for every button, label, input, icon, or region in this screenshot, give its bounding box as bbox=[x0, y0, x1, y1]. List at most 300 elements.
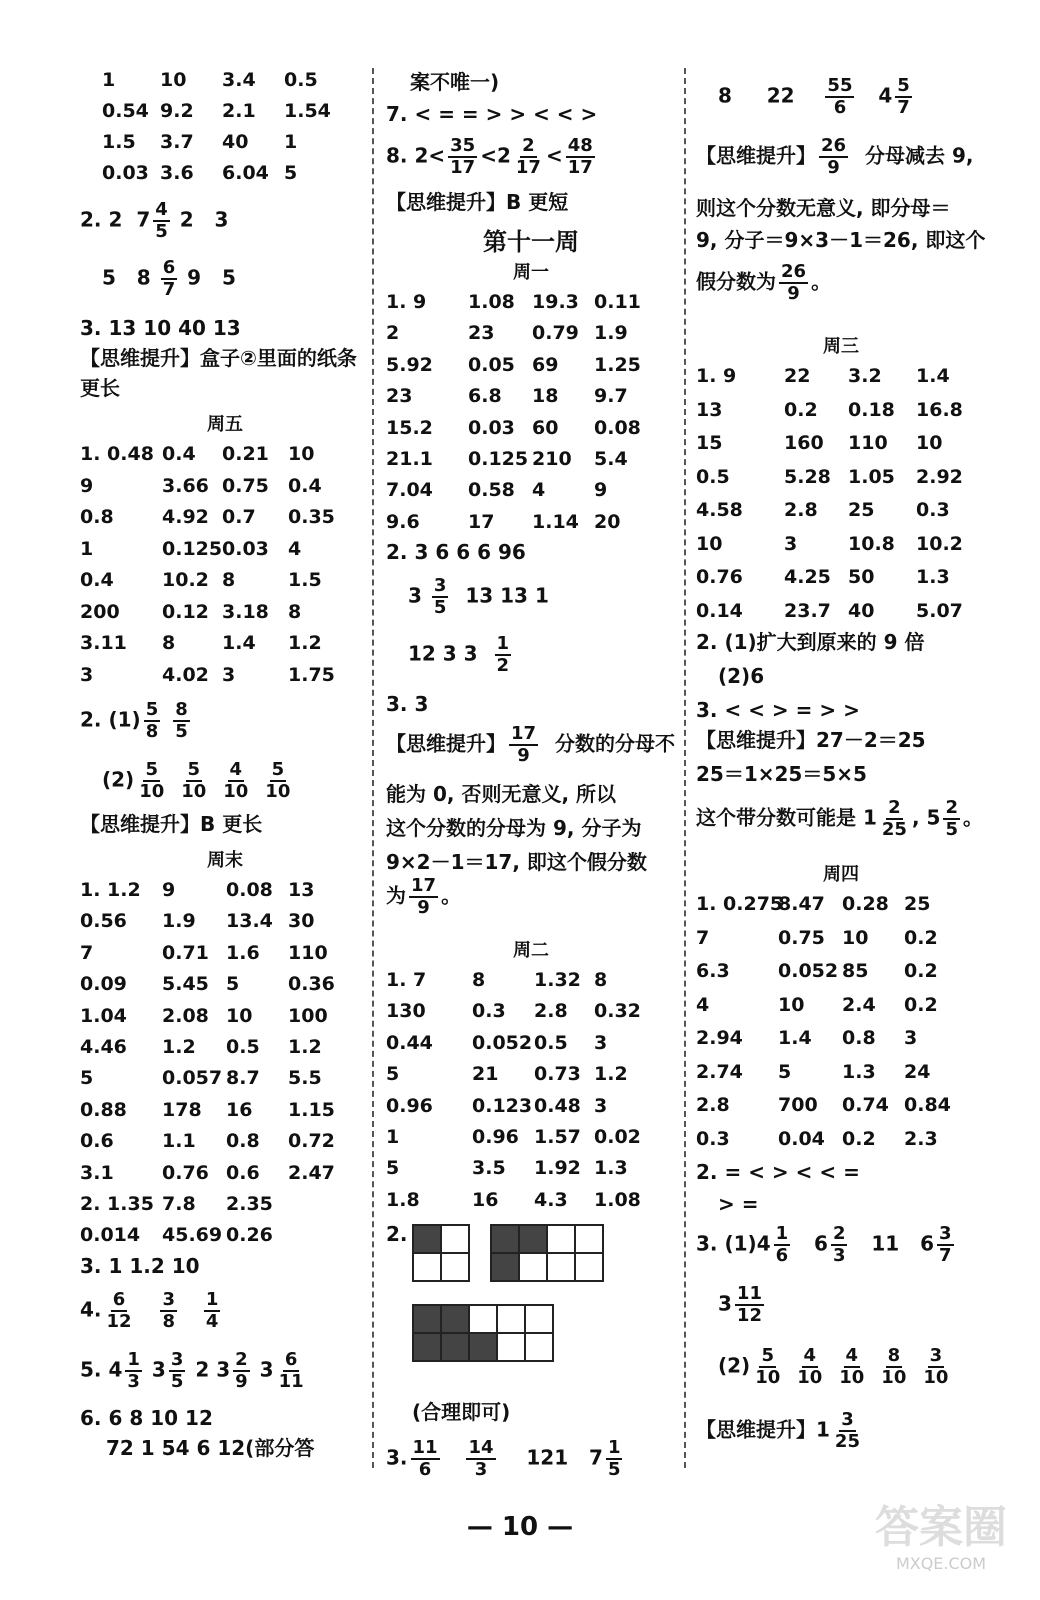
fraction bbox=[606, 1438, 623, 1480]
answer-grid-cell: 3.2 bbox=[848, 365, 882, 387]
fraction-numerator: 4 bbox=[155, 199, 168, 220]
grid-square bbox=[526, 1306, 554, 1334]
fraction-denominator: 5 bbox=[945, 819, 958, 840]
answer-grid-cell: 178 bbox=[162, 1098, 202, 1121]
fraction-denominator: 10 bbox=[881, 1367, 907, 1388]
fraction-numerator: 5 bbox=[897, 75, 910, 96]
text-span: > = bbox=[718, 1192, 759, 1216]
answer-grid-cell: 0.48 bbox=[534, 1094, 581, 1117]
text-span: 【思维提升】 bbox=[386, 731, 506, 756]
fraction bbox=[514, 136, 543, 178]
text-span bbox=[785, 1354, 792, 1378]
answer-grid-cell: 8 bbox=[594, 969, 608, 991]
answer-grid-cell: 700 bbox=[778, 1094, 818, 1116]
answer-grid-cell: 10 bbox=[842, 926, 869, 949]
fraction-numerator: 14 bbox=[468, 1437, 494, 1458]
fraction-numerator: 2 bbox=[522, 135, 535, 156]
answer-grid-cell: 16 bbox=[472, 1188, 499, 1211]
fraction-diagram bbox=[490, 1224, 604, 1282]
fraction-numerator: 17 bbox=[411, 875, 437, 896]
text-span: 3. bbox=[386, 1445, 408, 1470]
fraction bbox=[263, 760, 292, 802]
answer-grid-cell: 0.2 bbox=[904, 960, 938, 982]
text-span: 。 bbox=[811, 269, 832, 294]
answer-grid-cell: 0.052 bbox=[472, 1031, 533, 1054]
fraction-denominator: 2 bbox=[496, 655, 510, 676]
answer-grid-cell: 210 bbox=[532, 448, 572, 470]
text-span: 3 bbox=[209, 1357, 231, 1382]
answer-grid-cell: 2.1 bbox=[222, 100, 256, 122]
answer-grid-cell: 2.47 bbox=[288, 1161, 335, 1184]
answer-grid-cell: 0.58 bbox=[468, 479, 515, 502]
text-span: 6 bbox=[899, 1231, 935, 1256]
answer-grid-cell: 1.2 bbox=[594, 1063, 628, 1086]
text-span: 3 bbox=[252, 1357, 274, 1382]
answer-grid-cell: 0.8 bbox=[226, 1130, 260, 1153]
answer-grid-cell: 100 bbox=[288, 1004, 328, 1027]
answer-grid-cell: 23 bbox=[468, 322, 495, 345]
text-span: 则这个分数无意义, 即分母＝ bbox=[696, 196, 951, 220]
text-span: < bbox=[545, 143, 563, 168]
answer-line bbox=[718, 1192, 758, 1216]
answer-grid-cell: 2.8 bbox=[784, 499, 818, 521]
fraction bbox=[895, 76, 912, 118]
answer-grid-cell: 2.92 bbox=[916, 465, 963, 488]
text-span bbox=[211, 768, 218, 792]
fraction bbox=[105, 1290, 134, 1332]
answer-grid-cell: 2.35 bbox=[226, 1193, 273, 1215]
answer-grid-cell: 0.26 bbox=[226, 1224, 273, 1246]
answer-grid-cell: 0.79 bbox=[532, 322, 579, 345]
text-span: 4 bbox=[857, 83, 893, 108]
answer-grid-cell: 13.4 bbox=[226, 910, 273, 933]
fraction-denominator: 25 bbox=[881, 819, 907, 840]
answer-line bbox=[696, 630, 925, 654]
thinking-section bbox=[386, 876, 461, 918]
text-span bbox=[253, 768, 260, 792]
text-span bbox=[180, 1298, 201, 1322]
text-span: 8 22 bbox=[718, 83, 823, 108]
answer-grid-cell: 85 bbox=[842, 960, 869, 982]
fraction bbox=[795, 1346, 824, 1388]
answer-grid-cell: 1. 9 bbox=[696, 365, 737, 387]
answer-grid-cell: 6.8 bbox=[468, 385, 502, 408]
fraction-numerator: 26 bbox=[781, 261, 807, 282]
text-span: 2. = < > < < = bbox=[696, 1160, 860, 1184]
answer-grid-cell: 1.04 bbox=[80, 1004, 127, 1027]
fraction-denominator: 12 bbox=[736, 1305, 762, 1326]
answer-grid-cell: 1. 0.48 bbox=[80, 443, 154, 465]
answer-grid-cell: 0.74 bbox=[842, 1094, 889, 1116]
thinking-section bbox=[80, 376, 120, 400]
answer-grid-cell: 1.3 bbox=[842, 1060, 876, 1083]
grid-square bbox=[492, 1226, 520, 1254]
answer-grid-cell: 25 bbox=[848, 499, 875, 521]
answer-grid-cell: 20 bbox=[594, 510, 621, 533]
fraction-numerator: 35 bbox=[450, 135, 476, 156]
grid-square bbox=[498, 1306, 526, 1334]
text-span: 【思维提升】盒子②里面的纸条 bbox=[80, 346, 357, 370]
answer-grid-cell: 0.96 bbox=[386, 1094, 433, 1117]
fraction-numerator: 5 bbox=[145, 759, 158, 780]
answer-grid-cell: 3 bbox=[80, 663, 94, 686]
answer-grid-cell: 0.09 bbox=[80, 973, 127, 996]
answer-line bbox=[386, 692, 428, 716]
answer-grid-cell: 2 bbox=[386, 322, 400, 345]
answer-grid-cell: 5.5 bbox=[288, 1067, 322, 1090]
answer-line bbox=[386, 1222, 408, 1246]
answer-grid-cell: 3 bbox=[222, 663, 236, 686]
answer-grid-cell: 2.3 bbox=[904, 1127, 938, 1150]
fraction-denominator: 10 bbox=[223, 781, 249, 802]
thinking-section bbox=[386, 724, 675, 766]
answer-grid-cell: 1.2 bbox=[288, 1036, 322, 1058]
fraction-denominator: 9 bbox=[235, 1371, 248, 1392]
answer-grid-cell: 1 bbox=[80, 537, 94, 560]
fraction bbox=[921, 1346, 950, 1388]
grid-square bbox=[442, 1334, 470, 1362]
text-span bbox=[137, 1298, 158, 1322]
fraction-numerator: 5 bbox=[145, 699, 159, 720]
answer-grid-cell: 160 bbox=[784, 432, 824, 454]
answer-grid-cell: 0.96 bbox=[472, 1126, 519, 1148]
grid-square bbox=[520, 1226, 548, 1254]
answer-grid-cell: 1 bbox=[386, 1126, 400, 1148]
fraction-numerator: 17 bbox=[511, 723, 537, 744]
answer-grid-cell: 3.5 bbox=[472, 1157, 506, 1180]
fraction bbox=[160, 1290, 177, 1332]
answer-grid-cell: 40 bbox=[222, 131, 249, 153]
answer-grid-cell: 1.08 bbox=[594, 1188, 641, 1211]
answer-grid-cell: 0.014 bbox=[80, 1224, 141, 1246]
answer-grid-cell: 0.2 bbox=[904, 993, 938, 1016]
answer-grid-cell: 5 bbox=[284, 162, 298, 184]
answer-grid-cell: 0.03 bbox=[468, 416, 515, 439]
text-span: 3 bbox=[144, 1357, 166, 1382]
fraction bbox=[880, 798, 909, 840]
answer-grid-cell: 0.6 bbox=[80, 1130, 114, 1153]
text-span: 2. bbox=[386, 1222, 408, 1246]
answer-grid-cell: 60 bbox=[532, 416, 559, 439]
answer-grid-cell: 4.02 bbox=[162, 663, 209, 686]
fraction-numerator: 48 bbox=[567, 135, 593, 156]
grid-square bbox=[548, 1226, 576, 1254]
text-span: 3. 3 bbox=[386, 692, 429, 716]
answer-grid-cell: 3.18 bbox=[222, 600, 269, 623]
answer-line bbox=[696, 1160, 860, 1184]
fraction bbox=[509, 724, 538, 766]
thinking-section bbox=[80, 812, 262, 836]
text-span: 更长 bbox=[80, 376, 120, 400]
fraction-numerator: 3 bbox=[162, 1289, 175, 1310]
answer-grid-cell: 4.3 bbox=[534, 1188, 568, 1211]
fraction-denominator: 5 bbox=[155, 221, 168, 242]
answer-grid-cell: 5.28 bbox=[784, 465, 831, 488]
answer-grid-cell: 5.4 bbox=[594, 448, 628, 470]
text-span: (2) bbox=[718, 1353, 751, 1378]
answer-grid-cell: 1.2 bbox=[288, 632, 322, 654]
answer-grid-cell: 5 bbox=[386, 1063, 400, 1086]
answer-grid-cell: 0.35 bbox=[288, 506, 335, 528]
answer-grid-cell: 13 bbox=[696, 398, 723, 421]
fraction-denominator: 8 bbox=[145, 721, 159, 742]
fraction-numerator: 3 bbox=[929, 1345, 943, 1366]
answer-grid-cell: 1.25 bbox=[594, 353, 641, 376]
answer-line bbox=[80, 1254, 200, 1278]
thinking-section bbox=[696, 798, 983, 840]
answer-grid-cell: 18 bbox=[532, 385, 559, 408]
fraction bbox=[735, 1284, 764, 1326]
answer-grid-cell: 5 bbox=[778, 1060, 792, 1083]
answer-grid-cell: 1 bbox=[102, 69, 116, 91]
answer-grid-cell: 3.1 bbox=[80, 1161, 114, 1184]
answer-line bbox=[80, 200, 228, 242]
fraction bbox=[169, 1350, 186, 1392]
answer-line bbox=[718, 1346, 953, 1388]
answer-grid-cell: 1.5 bbox=[102, 131, 136, 153]
answer-grid-cell: 0.2 bbox=[784, 398, 818, 421]
fraction bbox=[831, 1224, 848, 1266]
text-span: 9 5 bbox=[180, 265, 236, 290]
grid-square bbox=[442, 1306, 470, 1334]
fraction-numerator: 2 bbox=[235, 1349, 248, 1370]
text-span: 分数的分母不 bbox=[541, 731, 675, 756]
answer-grid-cell: 1.75 bbox=[288, 663, 335, 686]
answer-grid-cell: 10.8 bbox=[848, 532, 895, 555]
answer-grid-cell: 0.75 bbox=[778, 926, 825, 949]
thinking-section bbox=[696, 728, 926, 752]
answer-grid-cell: 0.08 bbox=[226, 879, 273, 901]
fraction-numerator: 26 bbox=[821, 135, 847, 156]
fraction bbox=[879, 1346, 908, 1388]
answer-grid-cell: 110 bbox=[848, 432, 888, 454]
answer-grid-cell: 0.21 bbox=[222, 443, 269, 465]
fraction-denominator: 10 bbox=[139, 781, 165, 802]
fraction bbox=[179, 760, 208, 802]
answer-grid-cell: 3 bbox=[594, 1094, 608, 1117]
answer-grid-cell: 0.08 bbox=[594, 416, 641, 439]
fraction-denominator: 9 bbox=[787, 283, 800, 304]
answer-grid-cell: 7.04 bbox=[386, 479, 433, 502]
fraction-numerator: 3 bbox=[170, 1349, 184, 1370]
fraction-denominator: 7 bbox=[162, 279, 176, 300]
answer-grid-cell: 2.8 bbox=[534, 1000, 568, 1023]
fraction bbox=[161, 258, 178, 300]
fraction bbox=[753, 1346, 782, 1388]
answer-grid-cell: 1.4 bbox=[916, 365, 950, 387]
answer-grid-cell: 24 bbox=[904, 1060, 931, 1083]
text-span: 为 bbox=[386, 883, 406, 908]
fraction bbox=[566, 136, 595, 178]
text-span: 能为 0, 否则无意义, 所以 bbox=[386, 782, 616, 806]
answer-grid-cell: 0.4 bbox=[162, 443, 196, 465]
fraction-diagram bbox=[412, 1304, 554, 1362]
text-span: (合理即可) bbox=[412, 1400, 511, 1424]
text-span: 6. 6 8 10 12 bbox=[80, 1406, 213, 1430]
fraction-numerator: 8 bbox=[175, 699, 188, 720]
answer-grid-cell: 1.15 bbox=[288, 1098, 335, 1121]
answer-grid-cell: 0.44 bbox=[386, 1031, 433, 1054]
answer-grid-cell: 30 bbox=[288, 910, 315, 933]
answer-line bbox=[80, 700, 193, 742]
answer-grid-cell: 1.4 bbox=[778, 1027, 812, 1049]
answer-grid-cell: 0.84 bbox=[904, 1094, 951, 1116]
text-span: 这个带分数可能是 1 bbox=[696, 805, 877, 830]
fraction-numerator: 11 bbox=[736, 1283, 762, 1304]
answer-grid-cell: 1.9 bbox=[162, 910, 196, 933]
answer-grid-cell: 0.76 bbox=[162, 1161, 209, 1184]
answer-grid-cell: 10 bbox=[778, 993, 805, 1016]
answer-grid-cell: 0.54 bbox=[102, 100, 149, 122]
answer-grid-cell: 40 bbox=[848, 599, 875, 622]
answer-grid-cell: 23.7 bbox=[784, 599, 831, 622]
answer-grid-cell: 0.14 bbox=[696, 599, 743, 622]
section-heading: 周三 bbox=[823, 336, 859, 357]
thinking-section bbox=[386, 816, 641, 840]
answer-grid-cell: 0.7 bbox=[222, 506, 256, 528]
answer-note bbox=[412, 1400, 510, 1424]
section-heading: 周一 bbox=[513, 262, 549, 283]
answer-grid-cell: 2.08 bbox=[162, 1004, 209, 1027]
text-span: 9×2－1＝17, 即这个假分数 bbox=[386, 850, 647, 874]
answer-grid-cell: 0.05 bbox=[468, 353, 515, 376]
fraction bbox=[432, 576, 449, 618]
fraction bbox=[825, 76, 854, 118]
answer-grid-cell: 0.71 bbox=[162, 941, 209, 964]
answer-grid-cell: 0.2 bbox=[842, 1127, 876, 1150]
grid-square bbox=[470, 1334, 498, 1362]
thinking-section bbox=[696, 262, 831, 304]
answer-grid-cell: 0.2 bbox=[904, 926, 938, 949]
fraction bbox=[495, 634, 512, 676]
answer-line bbox=[718, 1284, 767, 1326]
answer-grid-cell: 8 bbox=[162, 632, 176, 654]
thinking-section bbox=[696, 136, 973, 178]
text-span: 121 7 bbox=[498, 1445, 603, 1470]
answer-grid-cell: 0.75 bbox=[222, 474, 269, 497]
answer-grid-cell: 0.32 bbox=[594, 1000, 641, 1023]
text-span: 3 bbox=[408, 583, 429, 608]
text-span: 9, 分子＝9×3－1＝26, 即这个 bbox=[696, 228, 986, 252]
fraction-numerator: 5 bbox=[761, 1345, 774, 1366]
answer-grid-cell: 2.4 bbox=[842, 993, 876, 1016]
answer-line bbox=[408, 634, 514, 676]
fraction-numerator: 1 bbox=[775, 1223, 789, 1244]
text-span: 72 1 54 6 12(部分答 bbox=[106, 1436, 315, 1460]
grid-square bbox=[442, 1254, 470, 1282]
answer-grid-cell: 25 bbox=[904, 893, 931, 915]
section-heading: 周末 bbox=[207, 850, 243, 871]
answer-line bbox=[696, 1224, 957, 1266]
answer-grid-cell: 10.2 bbox=[162, 569, 209, 591]
answer-line bbox=[80, 1350, 309, 1392]
answer-grid-cell: 45.69 bbox=[162, 1224, 223, 1246]
fraction-numerator: 2 bbox=[945, 797, 958, 818]
fraction-denominator: 17 bbox=[515, 157, 541, 178]
answer-grid-cell: 2.8 bbox=[696, 1094, 730, 1116]
grid-square bbox=[414, 1334, 442, 1362]
text-span: 6 bbox=[793, 1231, 828, 1256]
answer-grid-cell: 5.45 bbox=[162, 973, 209, 996]
answer-grid-cell: 1.4 bbox=[222, 632, 256, 654]
fraction-denominator: 10 bbox=[797, 1367, 823, 1388]
answer-grid-cell: 0.73 bbox=[534, 1063, 581, 1086]
answer-grid-cell: 7 bbox=[80, 941, 94, 964]
answer-grid-cell: 0.8 bbox=[842, 1027, 876, 1049]
answer-line bbox=[408, 576, 549, 618]
answer-line bbox=[410, 70, 499, 94]
grid-square bbox=[526, 1334, 554, 1362]
fraction bbox=[173, 700, 190, 742]
text-span: 假分数为 bbox=[696, 269, 776, 294]
answer-grid-cell: 0.11 bbox=[594, 291, 641, 313]
answer-grid-cell: 1. 1.2 bbox=[80, 879, 141, 901]
answer-grid-cell: 3.4 bbox=[222, 69, 256, 91]
answer-grid-cell: 10.2 bbox=[916, 532, 963, 555]
text-span: 3. 1 1.2 10 bbox=[80, 1254, 200, 1278]
answer-line bbox=[106, 1436, 314, 1460]
answer-grid-cell: 9.6 bbox=[386, 510, 420, 533]
answer-grid-cell: 5 bbox=[80, 1067, 94, 1090]
answer-grid-cell: 4.92 bbox=[162, 506, 209, 528]
fraction-numerator: 4 bbox=[803, 1345, 817, 1366]
answer-grid-cell: 0.72 bbox=[288, 1130, 335, 1153]
fraction-numerator: 1 bbox=[607, 1437, 621, 1458]
text-span: 【思维提升】B 更短 bbox=[386, 190, 569, 214]
answer-grid-cell: 1.6 bbox=[226, 941, 260, 964]
fraction bbox=[409, 876, 438, 918]
fraction-denominator: 9 bbox=[827, 157, 840, 178]
answer-grid-cell: 9.2 bbox=[160, 100, 194, 122]
answer-grid-cell: 8 bbox=[222, 569, 236, 591]
text-span: 案不唯一) bbox=[410, 70, 500, 94]
answer-grid-cell: 0.5 bbox=[534, 1031, 568, 1054]
fraction-diagram bbox=[412, 1224, 470, 1282]
answer-grid-cell: 1 bbox=[284, 131, 298, 153]
text-span: , 5 bbox=[911, 805, 941, 830]
answer-grid-cell: 0.8 bbox=[80, 506, 114, 528]
fraction-denominator: 5 bbox=[175, 721, 188, 742]
text-span: 5 8 bbox=[102, 265, 158, 290]
thinking-section bbox=[386, 782, 616, 806]
page-number: — 10 — bbox=[466, 1512, 574, 1542]
column-divider bbox=[684, 68, 686, 1468]
answer-grid-cell: 1.05 bbox=[848, 465, 895, 488]
fraction-numerator: 2 bbox=[888, 797, 901, 818]
answer-line bbox=[80, 1406, 213, 1430]
fraction-numerator: 4 bbox=[845, 1345, 859, 1366]
fraction-numerator: 3 bbox=[939, 1223, 952, 1244]
answer-grid-cell: 0.88 bbox=[80, 1098, 127, 1121]
column-divider bbox=[372, 68, 374, 1468]
answer-line bbox=[386, 136, 598, 178]
fraction-denominator: 5 bbox=[433, 597, 447, 618]
fraction-denominator: 8 bbox=[162, 1311, 175, 1332]
answer-grid-cell: 4 bbox=[288, 537, 302, 560]
grid-square bbox=[414, 1226, 442, 1254]
fraction bbox=[411, 1438, 440, 1480]
text-span: 【思维提升】 bbox=[696, 143, 816, 168]
fraction-numerator: 8 bbox=[887, 1345, 901, 1366]
week-heading: 第十一周 bbox=[483, 228, 579, 256]
fraction-numerator: 5 bbox=[271, 759, 285, 780]
grid-square bbox=[548, 1254, 576, 1282]
text-span: 2 bbox=[188, 1357, 210, 1382]
fraction-denominator: 3 bbox=[832, 1245, 846, 1266]
answer-grid-cell: 7 bbox=[696, 926, 710, 949]
text-span: 2. 3 6 6 6 96 bbox=[386, 540, 526, 564]
answer-grid-cell: 8.47 bbox=[778, 893, 825, 915]
